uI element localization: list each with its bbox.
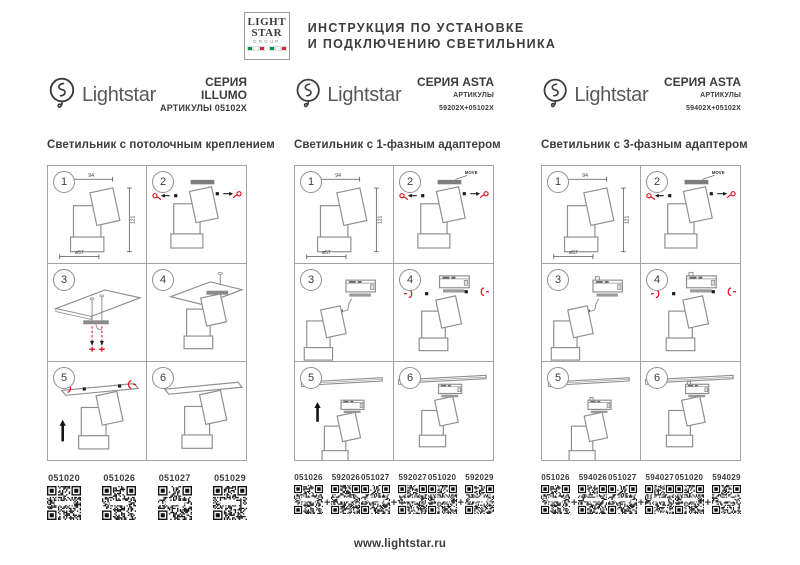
qr-code [331, 485, 360, 514]
qr-code [465, 485, 494, 514]
step-cell-6 [641, 362, 740, 460]
qr-article-number: 594029 [712, 473, 741, 482]
series-title: СЕРИЯ ASTA [663, 74, 741, 89]
footer-url: www.lightstar.ru [353, 538, 447, 550]
qr-article-number: 051026 [541, 473, 570, 482]
step-cell-6 [394, 362, 493, 460]
step-cell-2 [394, 166, 493, 264]
qr-code [675, 485, 704, 514]
plus-sign: + [390, 497, 398, 509]
qr-code [102, 486, 136, 520]
svg-text:ø57: ø57 [321, 250, 331, 257]
series-block [401, 76, 494, 115]
series-articles: АРТИКУЛЫ 05102X [160, 102, 247, 113]
brand-wordmark: Lightstar [81, 83, 156, 106]
step-number: 3 [300, 269, 322, 291]
step-number: 1 [53, 171, 75, 193]
step-cell-1 [48, 166, 147, 264]
step-number: 5 [53, 367, 75, 389]
qr-code [541, 485, 570, 514]
qr-article-number: 592026 [331, 473, 361, 482]
qr-item [541, 473, 570, 519]
qr-article-number: 051020 [674, 473, 704, 482]
svg-text:MOVE: MOVE [711, 169, 725, 175]
qr-article-number: 051027 [158, 473, 191, 483]
qr-item [675, 473, 704, 519]
qr-pair [675, 473, 741, 519]
series-title: СЕРИЯ ILLUMO [201, 74, 247, 102]
step-cell-4 [641, 264, 740, 362]
column-2 [294, 74, 501, 519]
qr-code [428, 485, 457, 514]
lightstar-bulb-icon [541, 76, 569, 114]
step-cell-5 [542, 362, 641, 460]
qr-row [294, 473, 494, 519]
column-subtitle: Светильник с потолочным креплением [47, 139, 275, 151]
qr-pair [294, 473, 360, 519]
qr-article-number: 594027 [645, 473, 674, 482]
step-number: 5 [547, 367, 569, 389]
qr-item [213, 473, 247, 525]
page-title-line1: ИНСТРУКЦИЯ ПО УСТАНОВКЕ [307, 21, 525, 35]
column-subtitle: Светильник с 1-фазным адаптером [294, 139, 501, 151]
plus-sign: + [704, 497, 711, 509]
svg-text:94: 94 [335, 172, 341, 179]
page-title-line2: И ПОДКЛЮЧЕНИЮ СВЕТИЛЬНИКА [307, 37, 557, 51]
qr-pair [428, 473, 494, 519]
svg-text:121: 121 [130, 215, 137, 225]
qr-item [47, 473, 81, 525]
column-subtitle: Светильник с 3-фазным адаптером [541, 139, 748, 151]
qr-item [465, 473, 494, 519]
page-title [308, 20, 556, 52]
step-cell-1 [295, 166, 394, 264]
qr-code [294, 485, 323, 514]
plus-sign: + [457, 497, 464, 509]
step-number: 5 [300, 367, 322, 389]
mini-flag [269, 46, 287, 49]
lightstar-bulb-icon [47, 76, 77, 114]
qr-item [361, 473, 390, 519]
logo-word-star: STAR [251, 26, 283, 39]
italian-flag-strip [245, 46, 289, 49]
series-block [648, 76, 741, 115]
qr-code [213, 486, 247, 520]
step-number: 4 [646, 269, 668, 291]
series-articles: АРТИКУЛЫ 59202X+05102X [439, 91, 494, 112]
step-cell-1 [542, 166, 641, 264]
qr-code [712, 485, 741, 514]
lightstar-bulb-icon [294, 76, 322, 114]
qr-article-number: 051026 [294, 473, 323, 482]
qr-pair [608, 473, 674, 519]
qr-code [645, 485, 674, 514]
brand-wordmark: Lightstar [574, 83, 649, 106]
qr-article-number: 051027 [608, 473, 637, 482]
step-cell-2 [147, 166, 246, 264]
qr-item [712, 473, 741, 519]
column-3 [541, 74, 748, 519]
brand-wordmark: Lightstar [327, 83, 402, 106]
step-cell-5 [48, 362, 147, 460]
step-number: 2 [152, 171, 174, 193]
qr-article-number: 051020 [48, 473, 80, 483]
qr-item [578, 473, 607, 519]
header [0, 12, 800, 60]
qr-code [47, 486, 81, 520]
step-cell-3 [295, 264, 394, 362]
svg-text:ø57: ø57 [568, 250, 578, 257]
qr-article-number: 592027 [398, 473, 427, 482]
svg-text:121: 121 [377, 215, 384, 225]
step-number: 2 [399, 171, 421, 193]
qr-item [645, 473, 674, 519]
svg-text:94: 94 [582, 172, 588, 179]
qr-item [428, 473, 457, 519]
step-cell-4 [147, 264, 246, 362]
series-title: СЕРИЯ ASTA [416, 74, 494, 89]
steps-grid [47, 165, 247, 461]
step-number: 1 [547, 171, 569, 193]
qr-item [102, 473, 136, 525]
qr-item [294, 473, 323, 519]
step-cell-2 [641, 166, 740, 264]
lightstar-group-logo [244, 12, 290, 60]
step-number: 3 [53, 269, 75, 291]
step-number: 4 [399, 269, 421, 291]
step-number: 3 [547, 269, 569, 291]
qr-code [158, 486, 192, 520]
step-number: 6 [152, 367, 174, 389]
qr-code [361, 485, 390, 514]
svg-text:MOVE: MOVE [464, 169, 478, 175]
plus-sign: + [571, 497, 578, 509]
step-number: 6 [399, 367, 421, 389]
logo-word-light: LIGHT [247, 16, 287, 28]
plus-sign: + [637, 497, 645, 509]
qr-code [578, 485, 607, 514]
plus-sign: + [324, 497, 331, 509]
svg-text:ø57: ø57 [74, 250, 84, 257]
qr-row [47, 473, 247, 525]
column-1 [47, 74, 275, 525]
qr-item [158, 473, 192, 525]
qr-pair [361, 473, 427, 519]
qr-item [331, 473, 360, 519]
qr-article-number: 051027 [361, 473, 390, 482]
steps-grid [541, 165, 741, 461]
qr-article-number: 594026 [578, 473, 608, 482]
svg-text:94: 94 [88, 172, 94, 179]
series-block [156, 76, 247, 115]
qr-item [608, 473, 637, 519]
brand-row [47, 76, 247, 114]
step-cell-6 [147, 362, 246, 460]
brand-row [541, 76, 741, 114]
step-number: 6 [646, 367, 668, 389]
step-number: 4 [152, 269, 174, 291]
steps-grid [294, 165, 494, 461]
qr-article-number: 051029 [214, 473, 246, 483]
step-number: 2 [646, 171, 668, 193]
qr-article-number: 051020 [427, 473, 457, 482]
series-articles: АРТИКУЛЫ 59402X+05102X [686, 91, 741, 112]
qr-code [608, 485, 637, 514]
step-number: 1 [300, 171, 322, 193]
brand-row [294, 76, 494, 114]
mini-flag [247, 46, 265, 49]
qr-item [398, 473, 427, 519]
qr-code [398, 485, 427, 514]
step-cell-3 [542, 264, 641, 362]
step-cell-5 [295, 362, 394, 460]
flag-segment [259, 46, 265, 51]
qr-article-number: 051026 [103, 473, 136, 483]
logo-word-group: GROUP [253, 39, 281, 44]
step-cell-3 [48, 264, 147, 362]
qr-row [541, 473, 741, 519]
flag-segment [281, 46, 287, 51]
step-cell-4 [394, 264, 493, 362]
svg-text:121: 121 [624, 215, 631, 225]
qr-article-number: 592029 [465, 473, 494, 482]
qr-pair [541, 473, 607, 519]
